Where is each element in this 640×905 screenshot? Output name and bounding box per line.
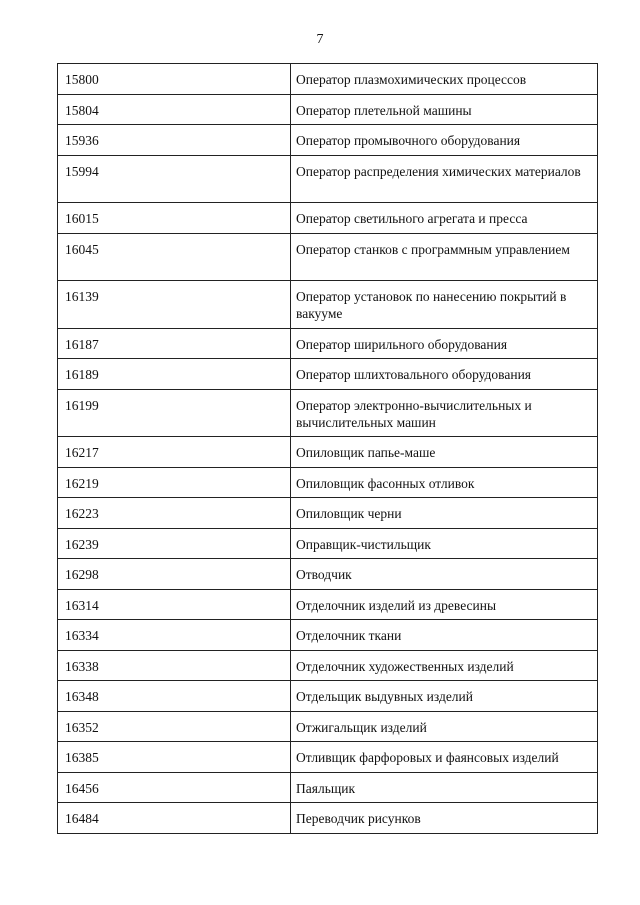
profession-code: 16352 [58,711,291,742]
table-row [58,742,598,773]
profession-code: 16199 [58,389,291,437]
profession-name: Опиловщик фасонных отливок [291,467,598,498]
table-row [58,64,598,95]
profession-code: 16338 [58,650,291,681]
profession-code: 15804 [58,94,291,125]
table-row [58,125,598,156]
table-row [58,94,598,125]
profession-code: 16189 [58,359,291,390]
profession-code: 16298 [58,559,291,590]
profession-name: Оправщик-чистильщик [291,528,598,559]
profession-code: 16139 [58,281,291,329]
table-row [58,328,598,359]
profession-name: Оператор плазмохимических процессов [291,64,598,95]
table-row [58,233,598,281]
table-row [58,772,598,803]
profession-name: Отделочник художественных изделий [291,650,598,681]
table-row [58,467,598,498]
profession-code: 16484 [58,803,291,834]
profession-code: 16239 [58,528,291,559]
table-row [58,437,598,468]
profession-name: Оператор светильного агрегата и пресса [291,203,598,234]
profession-name: Оператор плетельной машины [291,94,598,125]
table-row [58,203,598,234]
profession-name: Оператор установок по нанесению покрытий в вакууме [291,281,598,329]
profession-name: Отделочник изделий из древесины [291,589,598,620]
profession-name: Оператор промывочного оборудования [291,125,598,156]
table-row [58,389,598,437]
table-row [58,281,598,329]
profession-name: Отжигальщик изделий [291,711,598,742]
profession-name: Переводчик рисунков [291,803,598,834]
table-row [58,681,598,712]
profession-name: Оператор шлихтовального оборудования [291,359,598,390]
profession-name: Отделочник ткани [291,620,598,651]
profession-name: Отводчик [291,559,598,590]
table-row [58,498,598,529]
table-row [58,589,598,620]
table-row [58,359,598,390]
profession-code: 16015 [58,203,291,234]
profession-code: 15800 [58,64,291,95]
profession-code: 16187 [58,328,291,359]
profession-code: 16223 [58,498,291,529]
table-row [58,559,598,590]
table-row [58,620,598,651]
profession-code: 16348 [58,681,291,712]
page-number: 7 [316,32,324,47]
profession-name: Оператор ширильного оборудования [291,328,598,359]
profession-name: Паяльщик [291,772,598,803]
profession-code: 15936 [58,125,291,156]
profession-name: Оператор распределения химических материалов [291,155,598,203]
profession-code: 16217 [58,437,291,468]
profession-name: Оператор электронно-вычислительных и вычислительных машин [291,389,598,437]
table-row [58,803,598,834]
profession-name: Оператор станков с программным управлением [291,233,598,281]
profession-name: Опиловщик папье-маше [291,437,598,468]
table-row [58,711,598,742]
profession-code: 15994 [58,155,291,203]
table-row [58,528,598,559]
profession-code: 16045 [58,233,291,281]
profession-name: Отливщик фарфоровых и фаянсовых изделий [291,742,598,773]
profession-name: Отдельщик выдувных изделий [291,681,598,712]
profession-code: 16219 [58,467,291,498]
profession-code: 16334 [58,620,291,651]
table-row [58,155,598,203]
table-row [58,650,598,681]
profession-code: 16314 [58,589,291,620]
profession-code: 16385 [58,742,291,773]
profession-name: Опиловщик черни [291,498,598,529]
profession-code: 16456 [58,772,291,803]
profession-code-table [57,63,598,834]
